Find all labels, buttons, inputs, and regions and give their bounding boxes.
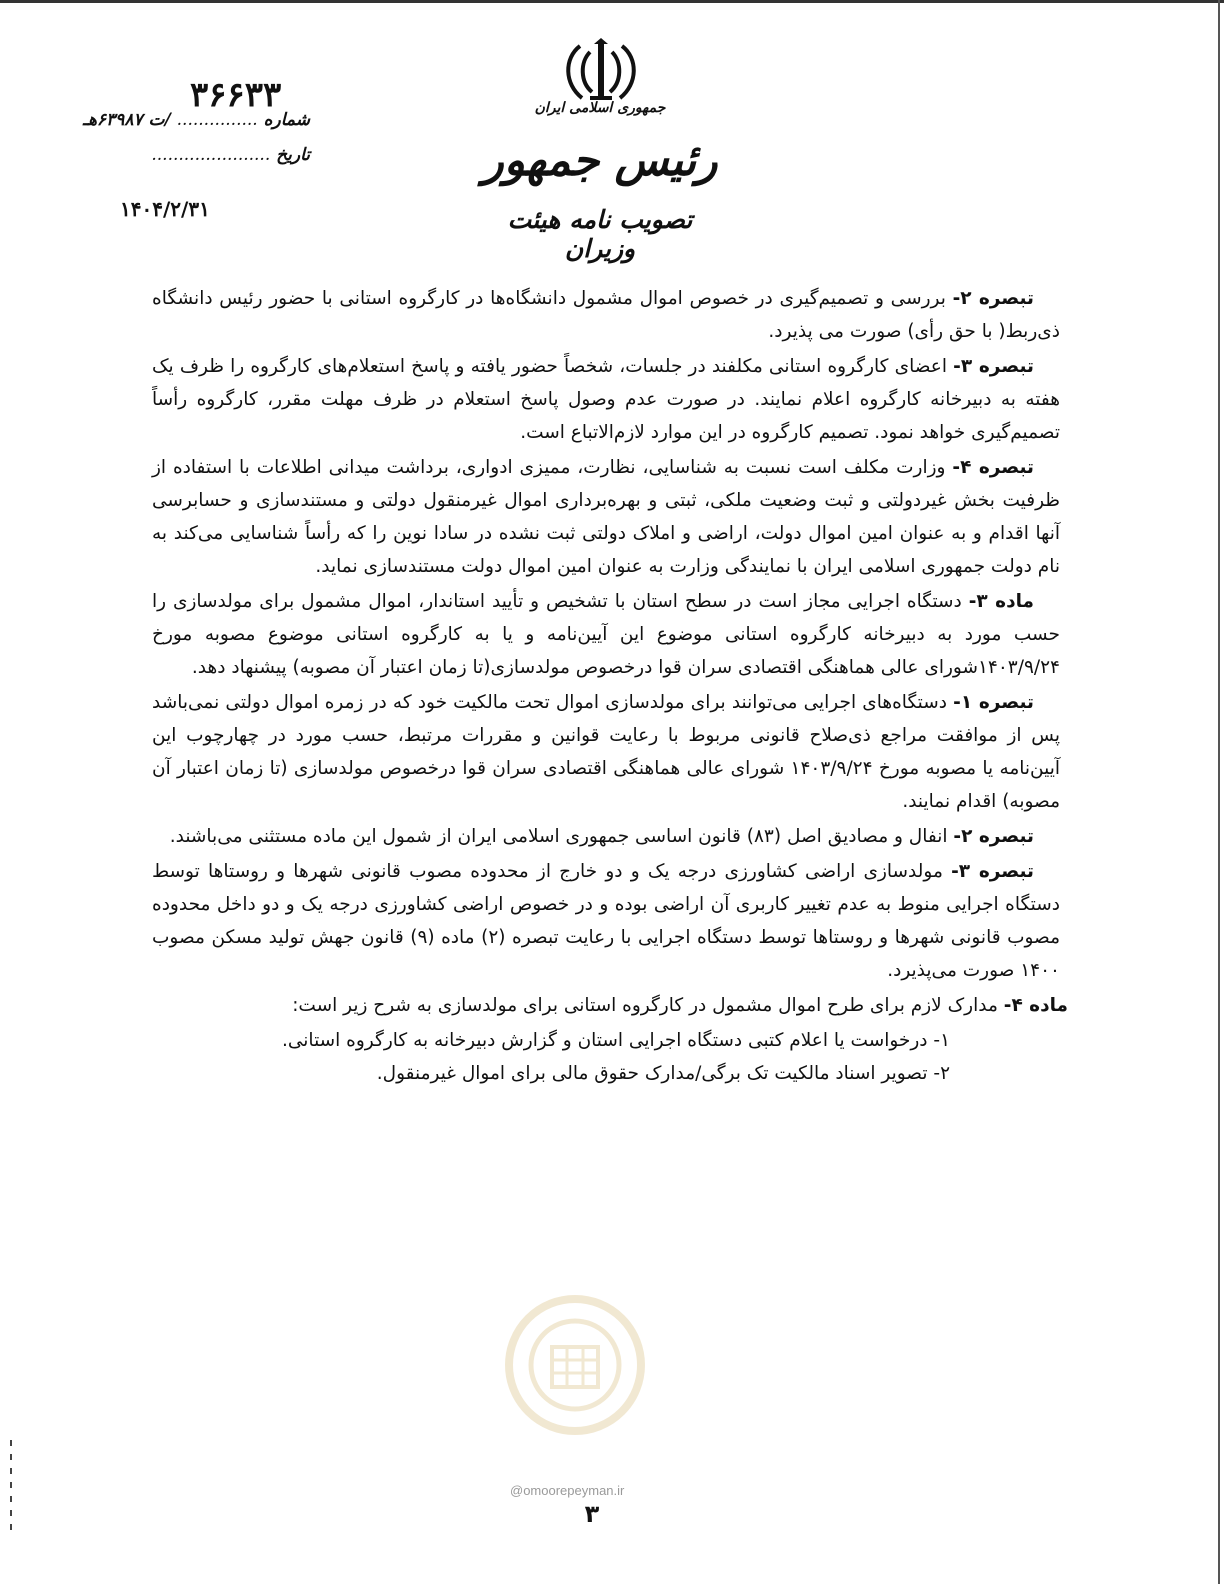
number-label: شماره: [263, 110, 310, 130]
list-item: ۲- تصویر اسناد مالکیت تک برگی/مدارک حقوق مالی برای اموال غیرمنقول.: [376, 1063, 950, 1084]
paragraph-text: دستگاه‌های اجرایی می‌توانند برای مولدسازی اموال تحت مالکیت خود که در زمره اموال دولتی نمی‌باشد پس از موافقت مراجع ذی‌صلاح قانونی مربوط با رعایت قوانین و مقررات مرتبط، حسب مورد در چهارچوب این آیین‌نامه یا مصوبه مورخ ۱۴۰۳/۹/۲۴ شورای عالی هماهنگی اقتصادی سران قوا درخصوص مولدسازی (تا زمان اعتبار آن مصوبه) اقدام نمایند.: [152, 692, 1061, 812]
number-row: [0, 110, 310, 140]
cabinet-decree-title: تصویب نامه هیئت وزیران: [507, 205, 693, 263]
page-number: ۳: [584, 1500, 600, 1528]
republic-title: جمهوری اسلامی ایران: [534, 100, 666, 116]
article-4: [152, 989, 1068, 1022]
paragraph-text: بررسی و تصمیم‌گیری در خصوص اموال مشمول دانشگاه‌ها در کارگروه استانی با حضور رئیس دانشگاه ذی‌ربط( با حق رأی) صورت می پذیرد.: [152, 288, 1060, 342]
paragraph-text: انفال و مصادیق اصل (۸۳) قانون اساسی جمهوری اسلامی ایران از شمول این ماده مستثنی می‌باشند.: [169, 826, 954, 847]
date-dots: ......................: [151, 145, 271, 165]
scan-edge-top: [0, 0, 1224, 3]
list-item: ۱- درخواست یا اعلام کتبی دستگاه اجرایی استان و گزارش دبیرخانه به کارگروه استانی.: [281, 1030, 950, 1051]
paragraph-text: مولدسازی اراضی کشاورزی درجه یک و دو خارج از محدوده مصوب قانونی شهرها و روستاها توسط دستگاه اجرایی منوط به عدم تغییر کاربری آن اراضی بوده و در خصوص اراضی کشاورزی درجه یک و دو داخل محدوده مصوب قانونی شهرها و روستاها توسط دستگاه اجرایی با رعایت تبصره (۲) ماده (۹) قانون جهش تولید مسکن مصوب ۱۴۰۰ صورت می‌پذیرد.: [152, 861, 1060, 981]
paragraph-label: تبصره ۳-: [951, 861, 1034, 882]
paragraph-label: تبصره ۳-: [953, 356, 1034, 377]
paragraph-label: تبصره ۲-: [952, 288, 1034, 309]
paragraph-label: ماده ۳-: [968, 591, 1034, 612]
paragraph-label: تبصره ۱-: [953, 692, 1034, 713]
scan-edge-marks: [10, 1440, 12, 1530]
president-title: رئیس جمهور: [482, 135, 718, 186]
scan-edge-right: [1218, 0, 1220, 1584]
paragraph: [152, 820, 1060, 853]
paragraph-text: دستگاه اجرایی مجاز است در سطح استان با تشخیص و تأیید استاندار، اموال مشمول برای مولدسازی را حسب مورد به دبیرخانه کارگروه استانی موضوع این آیین‌نامه و یا به کارگروه استانی موضوع مصوبه مورخ ۱۴۰۳/۹/۲۴شورای عالی هماهنگی اقتصادی سران قوا درخصوص مولدسازی(تا زمان اعتبار آن مصوبه) پیشنهاد دهد.: [152, 591, 1060, 678]
paragraph: [152, 585, 1060, 684]
date-label: تاریخ: [276, 145, 310, 165]
date-value: ۱۴۰۴/۲/۳۱: [120, 197, 210, 221]
iran-emblem-icon: [560, 38, 642, 104]
paragraph-label: تبصره ۲-: [953, 826, 1034, 847]
paragraph: [152, 855, 1060, 987]
paragraph: [152, 686, 1060, 818]
article-4-text: مدارک لازم برای طرح اموال مشمول در کارگروه استانی برای مولدسازی به شرح زیر است:: [292, 995, 1004, 1016]
paragraph-text: اعضای کارگروه استانی مکلفند در جلسات، شخصاً حضور یافته و پاسخ استعلام‌های کارگروه را ظرف یک هفته به دبیرخانه کارگروه اعلام نمایند. در صورت عدم وصول پاسخ استعلام در ظرف مهلت مقرر، کارگروه رأساً تصمیم‌گیری خواهد نمود. تصمیم کارگروه در این موارد لازم‌الاتباع است.: [152, 356, 1060, 443]
paragraph-label: تبصره ۴-: [952, 457, 1034, 478]
handwritten-number: ۳۶۶۳۳: [190, 75, 282, 115]
paragraph-text: وزارت مکلف است نسبت به شناسایی، نظارت، ممیزی ادواری، برداشت میدانی اطلاعات با استفاده از ظرفیت بخش غیردولتی و ثبت وضعیت ملکی، ثبتی و بهره‌برداری اموال غیرمنقول دولتی و مستندسازی و حسابرسی آنها اقدام و به عنوان امین اموال دولت، اراضی و املاک دولتی ثبت نشده در سادا نوین را که رأساً شناسایی می‌کند به نام دولت جمهوری اسلامی ایران با نمایندگی وزارت به عنوان امین اموال دولت مستندسازی نماید.: [152, 457, 1060, 577]
letter-reference-block: [0, 75, 420, 235]
paragraph: [152, 451, 1060, 583]
watermark-text: @omoorepeyman.ir: [510, 1483, 625, 1498]
number-dots: ...............: [176, 110, 258, 130]
paragraph: [152, 282, 1060, 348]
paragraph: [152, 350, 1060, 449]
article-4-label: ماده ۴-: [1003, 995, 1068, 1016]
document-body: [152, 282, 1068, 1090]
watermark-logo-icon: [500, 1285, 650, 1465]
reference-number: /ت ۶۳۹۸۷هـ: [82, 110, 171, 130]
date-row: [110, 145, 310, 175]
